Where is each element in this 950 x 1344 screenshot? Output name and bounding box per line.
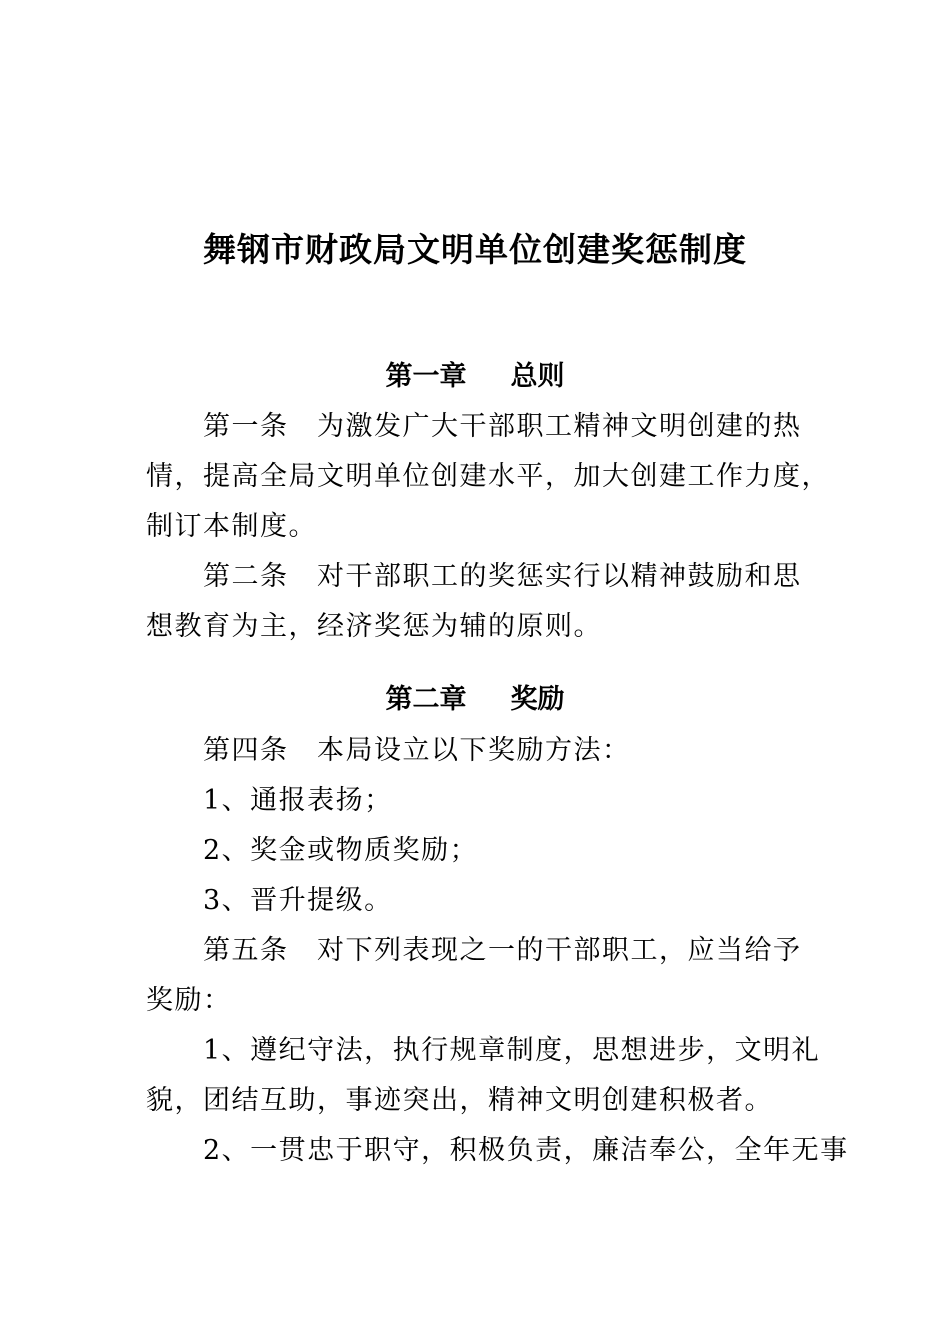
article-2 [146, 552, 806, 652]
list-item: 2、一贯忠于职守，积极负责，廉洁奉公，全年无事 [203, 1135, 849, 1166]
paragraph-line: 第二条 对干部职工的奖惩实行以精神鼓励和思 [203, 561, 802, 592]
chapter-number: 第一章 [385, 361, 467, 392]
list-item: 1、通报表扬； [203, 785, 393, 816]
paragraph-line: 第一条 为激发广大干部职工精神文明创建的热 [203, 411, 802, 442]
paragraph-line: 想教育为主，经济奖惩为辅的原则。 [146, 611, 602, 642]
paragraph-line: 情，提高全局文明单位创建水平，加大创建工作力度， [146, 461, 830, 492]
document-title: 舞钢市财政局文明单位创建奖惩制度 [203, 230, 747, 269]
chapter-heading-2 [0, 680, 950, 720]
paragraph-line: 第五条 对下列表现之一的干部职工，应当给予 [203, 935, 802, 966]
paragraph-line: 第四条 本局设立以下奖励方法： [203, 735, 631, 766]
list-item: 3、晋升提级。 [203, 885, 393, 916]
article-1 [146, 402, 830, 552]
chapter-heading-1 [0, 357, 950, 397]
chapter-name: 奖励 [510, 684, 565, 715]
list-item: 2、奖金或物质奖励； [203, 835, 479, 866]
list-item: 1、遵纪守法，执行规章制度，思想进步，文明礼 [203, 1035, 821, 1066]
list-item-continuation: 貌，团结互助，事迹突出，精神文明创建积极者。 [146, 1085, 773, 1116]
paragraph-line: 制订本制度。 [146, 511, 317, 542]
chapter-number: 第二章 [385, 684, 467, 715]
paragraph-line: 奖励： [146, 985, 232, 1016]
article-4 [146, 726, 806, 926]
article-5 [146, 926, 849, 1176]
chapter-name: 总则 [510, 361, 565, 392]
